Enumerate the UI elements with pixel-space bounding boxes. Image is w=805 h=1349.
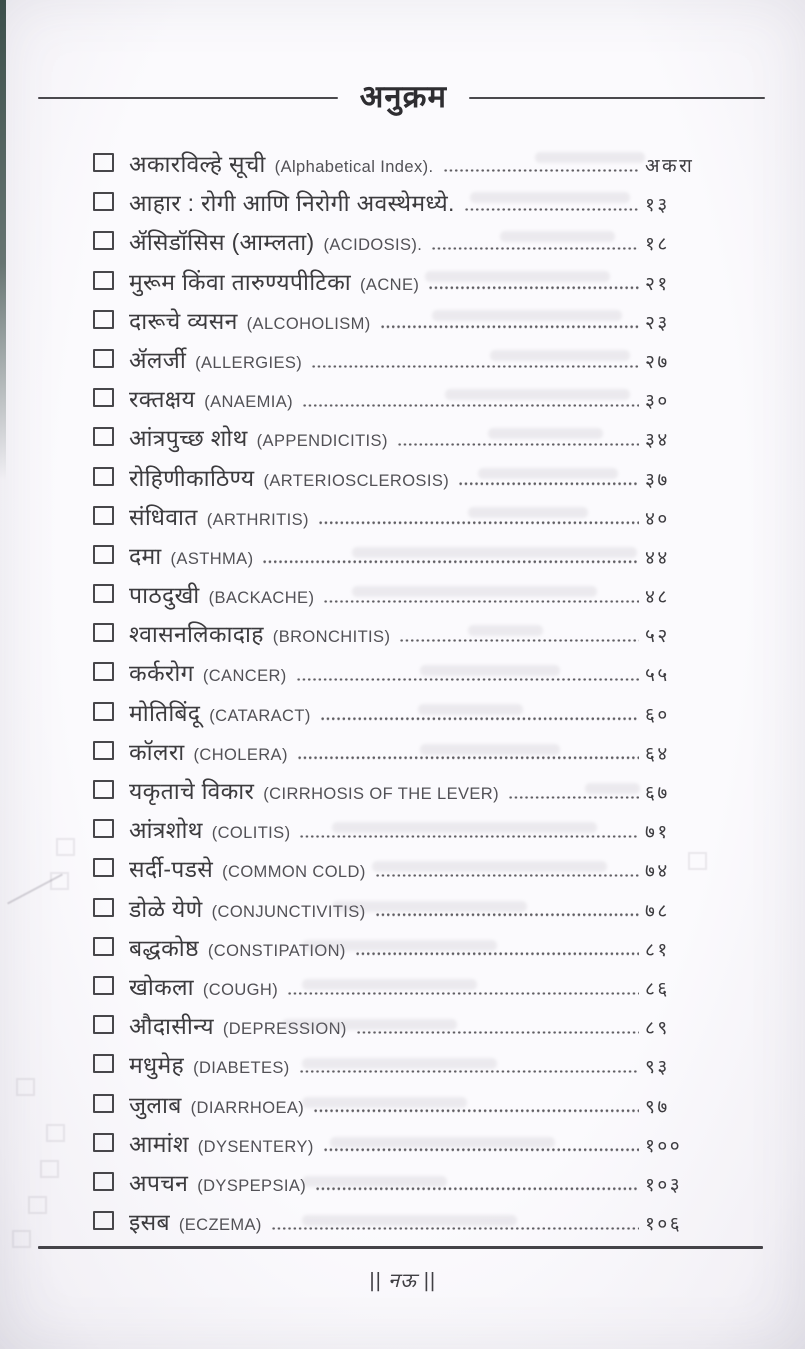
- dotted-leader: [380, 325, 639, 328]
- dotted-leader: [315, 1187, 639, 1190]
- book-edge-shadow: [0, 0, 6, 480]
- dotted-leader: [375, 874, 639, 877]
- entry-title-english: (CIRRHOSIS OF THE LEVER): [263, 785, 499, 803]
- checkbox-bullet-icon: [93, 1172, 114, 1191]
- entry-title-english: (COMMON COLD): [222, 863, 366, 882]
- dotted-leader: [271, 1227, 639, 1230]
- checkbox-bullet-icon: [93, 506, 114, 525]
- dotted-leader: [356, 1031, 639, 1034]
- entry-title-english: (APPENDICITIS): [256, 432, 388, 451]
- entry-page-number: ८९: [645, 1018, 670, 1040]
- bleed-through-checkbox-smudge: [56, 838, 75, 856]
- dotted-leader: [397, 443, 639, 446]
- entry-title-marathi: ॲसिडॉसिस (आम्लता): [129, 229, 315, 256]
- entry-title-english: (BRONCHITIS): [272, 628, 391, 647]
- entry-page-number: २३: [645, 312, 670, 334]
- entry-title-marathi: अपचन: [129, 1169, 189, 1196]
- checkbox-bullet-icon: [93, 1133, 114, 1152]
- entry-title-marathi: रोहिणीकाठिण्य: [129, 464, 255, 491]
- toc-row: [93, 186, 705, 225]
- footer-rule: [38, 1246, 763, 1249]
- checkbox-bullet-icon: [93, 231, 114, 250]
- entry-title-marathi: आंत्रशोथ: [129, 817, 203, 844]
- checkbox-bullet-icon: [93, 937, 114, 956]
- entry-title-english: (DEPRESSION): [222, 1020, 347, 1039]
- checkbox-bullet-icon: [93, 153, 114, 172]
- entry-title-marathi: सर्दी-पडसे: [129, 856, 214, 883]
- entry-title-marathi: आंत्रपुच्छ शोथ: [129, 425, 248, 452]
- checkbox-bullet-icon: [93, 388, 114, 407]
- entry-page-number: १०३: [645, 1174, 683, 1196]
- dotted-leader: [464, 208, 639, 211]
- checkbox-bullet-icon: [93, 819, 114, 838]
- dotted-leader: [320, 717, 639, 720]
- entry-page-number: १०६: [645, 1214, 683, 1236]
- entry-title-english: (CONJUNCTIVITIS): [211, 902, 366, 921]
- entry-title-marathi: दमा: [129, 542, 162, 569]
- entry-title-marathi: डोळे येणे: [129, 895, 203, 922]
- entry-title-marathi: ॲलर्जी: [129, 346, 187, 373]
- entry-title-english: (CONSTIPATION): [207, 941, 346, 960]
- entry-title-marathi: रक्तक्षय: [129, 386, 196, 413]
- entry-page-number: ९३: [645, 1057, 670, 1079]
- footer-page-number: || नऊ ||: [369, 1270, 436, 1292]
- toc-row: [93, 539, 705, 578]
- checkbox-bullet-icon: [93, 192, 114, 211]
- entry-title-marathi: मोतिबिंदू: [129, 699, 201, 726]
- toc-row: [93, 304, 705, 343]
- paper-crease: [7, 874, 63, 905]
- entry-title-marathi: मुरूम किंवा तारुण्यपीटिका: [129, 268, 352, 295]
- toc-row: [93, 265, 705, 304]
- checkbox-bullet-icon: [93, 898, 114, 917]
- entry-title-english: (DIARRHOEA): [190, 1098, 305, 1117]
- entry-page-number: ८६: [645, 978, 670, 1000]
- toc-row: [93, 931, 705, 970]
- bleed-through-checkbox-smudge: [46, 1124, 65, 1142]
- toc-row: [93, 1205, 705, 1244]
- toc-row: [93, 696, 705, 735]
- entry-title-marathi: मधुमेह: [129, 1052, 185, 1079]
- entry-page-number: ५२: [645, 626, 670, 648]
- entry-page-number: ७१: [645, 822, 670, 844]
- checkbox-bullet-icon: [93, 741, 114, 760]
- dotted-leader: [458, 482, 639, 485]
- toc-row: [93, 852, 705, 891]
- toc-row: [93, 892, 705, 931]
- toc-row: [93, 147, 705, 186]
- checkbox-bullet-icon: [93, 780, 114, 799]
- entry-title-english: (ARTERIOSCLEROSIS): [263, 471, 450, 490]
- entry-page-number: ४८: [645, 587, 670, 609]
- entry-page-number: ४०: [645, 508, 670, 530]
- entry-page-number: ३०: [645, 391, 670, 413]
- dotted-leader: [262, 560, 639, 563]
- entry-page-number: ९७: [645, 1096, 670, 1118]
- checkbox-bullet-icon: [93, 467, 114, 486]
- dotted-leader: [508, 796, 639, 799]
- entry-title-marathi: जुलाब: [129, 1091, 182, 1118]
- dotted-leader: [431, 247, 639, 250]
- dotted-leader: [299, 835, 639, 838]
- toc-row: [93, 1166, 705, 1205]
- entry-page-number: अकरा: [645, 156, 695, 177]
- entry-title-english: (COUGH): [202, 980, 279, 999]
- entry-title-english: (BACKACHE): [208, 589, 315, 608]
- entry-title-english: (Alphabetical Index).: [274, 158, 434, 176]
- entry-title-marathi: श्वासनलिकादाह: [129, 621, 264, 648]
- bleed-through-checkbox-smudge: [12, 1230, 31, 1248]
- entry-title-marathi: पाठदुखी: [129, 582, 200, 609]
- bleed-through-checkbox-smudge: [16, 1078, 35, 1096]
- entry-title-english: (COLITIS): [211, 824, 291, 843]
- dotted-leader: [299, 1070, 639, 1073]
- entry-title-marathi: इसब: [129, 1209, 170, 1236]
- dotted-leader: [313, 1109, 639, 1112]
- toc-row: [93, 774, 705, 813]
- checkbox-bullet-icon: [93, 1054, 114, 1073]
- dotted-leader: [311, 365, 639, 368]
- entry-page-number: ८१: [645, 939, 670, 961]
- dotted-leader: [297, 756, 639, 759]
- checkbox-bullet-icon: [93, 976, 114, 995]
- entry-title-marathi: खोकला: [129, 973, 194, 1000]
- entry-title-marathi: यकृताचे विकार: [129, 778, 255, 804]
- toc-row: [93, 813, 705, 852]
- page-title: अनुक्रम: [359, 79, 447, 114]
- entry-title-english: (ALLERGIES): [195, 353, 303, 372]
- checkbox-bullet-icon: [93, 584, 114, 603]
- toc-list: [93, 147, 705, 1244]
- entry-title-marathi: कॉलरा: [129, 738, 185, 765]
- checkbox-bullet-icon: [93, 858, 114, 877]
- entry-title-english: (ACNE): [360, 275, 420, 294]
- entry-title-marathi: आमांश: [129, 1130, 189, 1157]
- entry-title-english: (ECZEMA): [178, 1216, 262, 1235]
- entry-title-marathi: कर्करोग: [129, 660, 194, 687]
- entry-title-marathi: दारूचे व्यसन: [129, 307, 238, 334]
- entry-title-english: (ALCOHOLISM): [246, 314, 371, 333]
- entry-title-marathi: औदासीन्य: [129, 1013, 214, 1040]
- entry-title-marathi: अकारविल्हे सूची: [129, 151, 266, 177]
- toc-row: [93, 225, 705, 264]
- entry-title-marathi: बद्धकोष्ठ: [129, 934, 199, 961]
- entry-title-english: (ACIDOSIS).: [323, 236, 423, 255]
- entry-page-number: २१: [645, 273, 670, 295]
- dotted-leader: [302, 404, 639, 407]
- checkbox-bullet-icon: [93, 271, 114, 290]
- checkbox-bullet-icon: [93, 545, 114, 564]
- entry-title-english: (CANCER): [202, 667, 287, 686]
- entry-title-marathi: आहार : रोगी आणि निरोगी अवस्थेमध्ये.: [129, 190, 455, 217]
- entry-title-english: (DYSPEPSIA): [197, 1176, 307, 1195]
- dotted-leader: [428, 286, 639, 289]
- dotted-leader: [287, 992, 639, 995]
- checkbox-bullet-icon: [93, 702, 114, 721]
- dotted-leader: [355, 952, 639, 955]
- checkbox-bullet-icon: [93, 349, 114, 368]
- entry-title-english: (CHOLERA): [193, 745, 288, 764]
- checkbox-bullet-icon: [93, 662, 114, 681]
- toc-row: [93, 1127, 705, 1166]
- entry-page-number: २७: [645, 351, 670, 373]
- checkbox-bullet-icon: [93, 1094, 114, 1113]
- entry-title-english: (CATARACT): [209, 706, 311, 725]
- toc-row: [93, 578, 705, 617]
- toc-row: [93, 500, 705, 539]
- entry-page-number: ७४: [645, 861, 670, 883]
- toc-row: [93, 970, 705, 1009]
- toc-row: [93, 461, 705, 500]
- bleed-through-checkbox-smudge: [28, 1196, 47, 1214]
- checkbox-bullet-icon: [93, 1015, 114, 1034]
- toc-row: [93, 617, 705, 656]
- checkbox-bullet-icon: [93, 623, 114, 642]
- page-header: [38, 78, 765, 118]
- entry-page-number: ६४: [645, 743, 670, 765]
- toc-row: [93, 343, 705, 382]
- entry-page-number: ७८: [645, 900, 670, 922]
- bleed-through-checkbox-smudge: [40, 1160, 59, 1178]
- toc-row: [93, 421, 705, 460]
- checkbox-bullet-icon: [93, 310, 114, 329]
- toc-row: [93, 1009, 705, 1048]
- header-rule-right: [469, 97, 765, 99]
- dotted-leader: [296, 678, 639, 681]
- dotted-leader: [399, 639, 639, 642]
- toc-row: [93, 1048, 705, 1087]
- entry-title-english: (ANAEMIA): [204, 393, 294, 412]
- entry-page-number: १३: [645, 195, 670, 217]
- entry-page-number: ६७: [645, 783, 670, 804]
- checkbox-bullet-icon: [93, 1211, 114, 1230]
- entry-page-number: १००: [645, 1135, 683, 1157]
- entry-title-marathi: संधिवात: [129, 503, 198, 530]
- entry-page-number: ४४: [645, 547, 670, 569]
- checkbox-bullet-icon: [93, 427, 114, 446]
- entry-title-english: (DYSENTERY): [197, 1137, 314, 1156]
- entry-page-number: ५५: [645, 665, 670, 687]
- dotted-leader: [323, 1148, 639, 1151]
- toc-row: [93, 735, 705, 774]
- entry-page-number: ३७: [645, 469, 670, 491]
- dotted-leader: [323, 600, 639, 603]
- entry-title-english: (ARTHRITIS): [206, 510, 309, 529]
- entry-title-english: (ASTHMA): [170, 549, 254, 568]
- header-rule-left: [38, 97, 338, 99]
- entry-page-number: ३४: [645, 430, 670, 452]
- entry-title-english: (DIABETES): [193, 1059, 290, 1078]
- entry-page-number: ६०: [645, 704, 670, 726]
- toc-row: [93, 656, 705, 695]
- dotted-leader: [443, 169, 640, 172]
- entry-page-number: १८: [645, 234, 670, 256]
- dotted-leader: [375, 913, 639, 916]
- toc-row: [93, 382, 705, 421]
- dotted-leader: [318, 521, 639, 524]
- toc-row: [93, 1088, 705, 1127]
